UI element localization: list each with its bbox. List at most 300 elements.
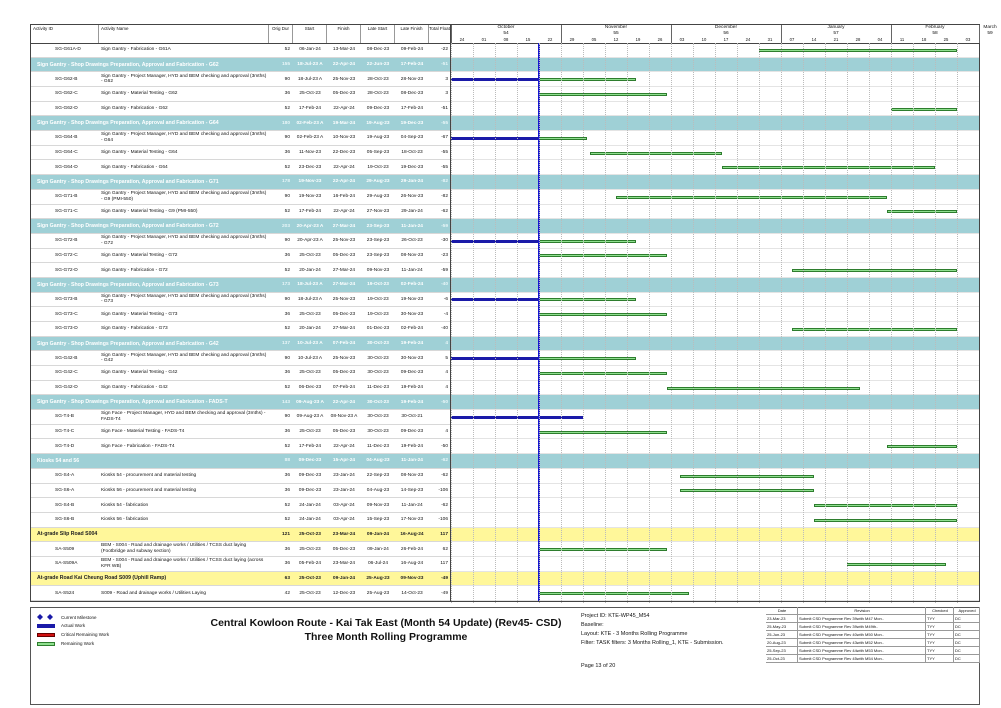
col-late-finish[interactable]: Late Finish — [395, 25, 429, 43]
cell-tf: -67 — [441, 135, 448, 141]
remaining-work-bar[interactable] — [539, 93, 667, 96]
revision-cell: Submit CSD Programme Rev 40with M50 Mon.. — [798, 631, 926, 638]
remaining-work-bar[interactable] — [792, 269, 957, 272]
cell-name: Sign Gantry - Fabrication - G62 — [101, 106, 168, 112]
week-label: 21 — [833, 37, 839, 42]
table-row[interactable] — [31, 131, 451, 146]
table-row[interactable] — [31, 542, 451, 557]
table-row[interactable] — [31, 557, 451, 572]
remaining-work-bar[interactable] — [539, 240, 636, 243]
cell-name: Sign Gantry - Material Testing - G42 — [101, 370, 178, 376]
week-gridline — [847, 43, 848, 603]
table-row[interactable] — [31, 293, 451, 308]
cell-finish: 22-Apr-24 — [333, 208, 355, 214]
remaining-work-bar[interactable] — [539, 137, 587, 140]
cell-name: Sign Gantry - Project Manager, HYD and BEM checking and approval (3mths) - G73 — [101, 293, 267, 305]
week-label: 07 — [789, 37, 795, 42]
cell-id: SG-T4-C — [55, 429, 75, 435]
cell-finish: 05-Dec-23 — [332, 546, 356, 552]
cell-tf: 4 — [445, 385, 448, 391]
group-header-row[interactable] — [31, 528, 451, 543]
cell-name: BEM - S004 - Road and drainage works / Utilities / TCSS duct laying (Footbridge and subway section) — [101, 543, 247, 555]
cell-start: 09-Dec-23 — [298, 473, 322, 479]
week-label: 17 — [723, 37, 729, 42]
table-row[interactable] — [31, 307, 451, 322]
cell-id: SA-S524 — [55, 590, 75, 596]
month-divider — [451, 25, 452, 43]
cell-name: Sign Gantry - Shop Drawings Preparation, Approval and Fabrication - G73 — [37, 281, 219, 288]
cell-id: SA-S509A — [55, 561, 78, 567]
week-gridline — [715, 43, 716, 603]
table-row[interactable] — [31, 513, 451, 528]
week-gridline — [759, 43, 760, 603]
cell-name: Sign Gantry - Project Manager, HYD and BEM checking and approval (3mths) - G64 — [101, 132, 267, 143]
cell-name: Sign Gantry - Fabrication - G64 — [101, 164, 168, 170]
week-gridline — [539, 43, 540, 603]
cell-name: S009 - Road and drainage works / Utilities Laying — [101, 590, 207, 596]
cell-start: 25-Oct-23 — [299, 252, 321, 258]
cell-dur: 36 — [284, 370, 290, 376]
cell-name: BEM - S004 - Road and drainage works / Utilities / TCSS duct laying (across KFR WB) — [101, 558, 264, 569]
cell-name: Sign Gantry - Shop Drawings Preparation, Approval and Fabrication - G72 — [37, 223, 219, 230]
cell-lf: 19-Nov-23 — [400, 296, 424, 302]
cell-lf: 29-Jan-24 — [401, 208, 423, 214]
table-row[interactable] — [31, 410, 451, 425]
cell-name: Sign Gantry - Material Testing - G64 — [101, 150, 178, 156]
group-header-row[interactable] — [31, 58, 451, 73]
table-row[interactable] — [31, 190, 451, 205]
revision-cell: Submit CSD Programme Rev 39with M49th.. — [798, 623, 926, 630]
remaining-work-bar[interactable] — [792, 328, 957, 331]
cell-tf: 62 — [442, 546, 448, 552]
cell-name: Sign Gantry - Project Manager, HYD and BEM checking and approval (3mths) - G62 — [101, 73, 267, 85]
layout-name: Layout: KTE - 3 Months Rolling Programme — [581, 631, 688, 637]
group-header-row[interactable] — [31, 175, 451, 190]
week-label: 12 — [613, 37, 619, 42]
table-row[interactable] — [31, 586, 451, 601]
cell-name: Sign Gantry - Fabrication - G42 — [101, 385, 168, 391]
table-row[interactable] — [31, 263, 451, 278]
cell-lf: 19-Feb-24 — [400, 385, 424, 391]
revision-cell: DC — [954, 623, 980, 630]
cell-tf: -23 — [441, 252, 448, 258]
cell-ls: 09-Jan-24 — [366, 531, 390, 537]
cell-lf: 19-Dec-23 — [400, 120, 424, 126]
table-row[interactable] — [31, 381, 451, 396]
cell-tf: -82 — [441, 179, 448, 185]
legend-label: Current Milestone — [61, 614, 97, 620]
cell-name: Sign Gantry - Fabrication - G72 — [101, 267, 168, 273]
revision-cell: Submit CSD Programme Rev 39with M47 Mon.. — [798, 615, 926, 622]
cell-id: SG-S6-B — [55, 517, 75, 523]
col-late-start[interactable]: Late Start — [361, 25, 395, 43]
cell-lf: 26-Oct-23 — [401, 238, 423, 244]
cell-start: 25-Oct-23 — [299, 429, 321, 435]
revision-table — [766, 607, 980, 663]
col-start[interactable]: Start — [293, 25, 327, 43]
cell-finish: 25-Nov-23 — [332, 76, 356, 82]
revision-cell: DC — [954, 655, 980, 662]
cell-tf: -55 — [441, 150, 448, 156]
cell-tf: 5 — [445, 355, 448, 361]
cell-dur: 90 — [284, 355, 290, 361]
cell-finish: 05-Dec-23 — [332, 311, 356, 317]
month-label: January — [827, 25, 845, 30]
week-label: 10 — [701, 37, 707, 42]
remaining-work-bar[interactable] — [539, 254, 667, 257]
remaining-work-bar[interactable] — [891, 108, 957, 111]
activity-table — [30, 24, 450, 602]
revision-cell: 25-Jun-23 — [766, 631, 798, 638]
cell-finish: 25-Nov-23 — [332, 238, 356, 244]
week-label: 14 — [811, 37, 817, 42]
cell-dur: 121 — [281, 531, 290, 537]
cell-name: Sign Gantry - Material Testing - G73 — [101, 311, 178, 317]
table-row[interactable] — [31, 87, 451, 102]
remaining-work-bar[interactable] — [722, 166, 935, 169]
cell-ls: 28-Oct-23 — [367, 76, 389, 82]
revision-row — [766, 639, 980, 647]
cell-ls: 19-Oct-23 — [367, 164, 389, 170]
cell-finish: 13-Mar-24 — [332, 47, 356, 53]
cell-start: 20-Jan-24 — [299, 267, 321, 273]
week-gridline — [671, 43, 672, 603]
cell-lf: 28-Nov-23 — [400, 76, 424, 82]
cell-finish: 23-Mar-24 — [332, 561, 356, 567]
cell-id: SG-G73-B — [55, 296, 78, 302]
cell-ls: 09-Jan-24 — [367, 546, 389, 552]
remaining-work-bar[interactable] — [539, 313, 667, 316]
table-row[interactable] — [31, 484, 451, 499]
cell-ls: 30-Oct-23 — [367, 429, 389, 435]
revision-cell: 23-Mar-23 — [766, 615, 798, 622]
week-gridline — [737, 43, 738, 603]
table-row[interactable] — [31, 249, 451, 264]
month-number: 59 — [987, 31, 993, 36]
revision-cell: TYY — [926, 655, 954, 662]
cell-tf: -6 — [443, 296, 448, 302]
week-label: 03 — [679, 37, 685, 42]
cell-ls: 06-Jul-24 — [368, 561, 388, 567]
cell-name: Kiosks 56 - fabrication — [101, 517, 149, 523]
cell-ls: 29-Aug-23 — [366, 179, 390, 185]
cell-lf: 30-Nov-23 — [400, 311, 424, 317]
cell-tf: -62 — [441, 473, 448, 479]
month-number: 56 — [723, 31, 729, 36]
table-row[interactable] — [31, 498, 451, 513]
remaining-work-bar[interactable] — [759, 49, 957, 52]
remaining-work-bar[interactable] — [847, 563, 946, 566]
table-row[interactable] — [31, 146, 451, 161]
cell-start: 06-Dec-23 — [298, 385, 322, 391]
revision-cell: Submit CSD Programme Rev 44with M53 Mon.. — [798, 647, 926, 654]
cell-dur: 155 — [281, 62, 290, 67]
cell-finish: 03-Apr-24 — [333, 502, 355, 508]
cell-dur: 90 — [284, 194, 290, 200]
revision-cell: Revision — [798, 607, 926, 614]
week-label: 19 — [635, 37, 641, 42]
week-gridline — [495, 43, 496, 603]
week-gridline — [913, 43, 914, 603]
table-row[interactable] — [31, 439, 451, 454]
month-divider — [979, 25, 980, 43]
cell-name: Sign Gantry - Material Testing - G62 — [101, 91, 178, 97]
group-header-row[interactable] — [31, 454, 451, 469]
cell-lf: 19-Feb-24 — [400, 399, 424, 405]
cell-finish: 07-Feb-24 — [332, 385, 356, 391]
cell-finish: 23-Jan-24 — [333, 473, 355, 479]
table-row[interactable] — [31, 160, 451, 175]
cell-finish: 05-Dec-23 — [332, 370, 356, 376]
cell-tf: -55 — [441, 120, 448, 126]
cell-tf: 4 — [445, 341, 448, 346]
cell-lf: 11-Jan-24 — [401, 502, 423, 508]
cell-name: Sign Gantry - Material Testing - G9 (PMI-550) — [101, 208, 198, 214]
cell-dur: 36 — [284, 546, 290, 552]
cell-name: Sign Gantry - Fabrication - G61A — [101, 47, 171, 53]
remaining-work-bar[interactable] — [887, 445, 957, 448]
cell-lf: 30-Oct-21 — [401, 414, 423, 420]
cell-ls: 29-Aug-23 — [366, 194, 390, 200]
month-label: October — [497, 25, 515, 30]
cell-name: Sign Gantry - Material Testing - G72 — [101, 252, 178, 258]
cell-lf: 11-Jan-24 — [401, 267, 423, 273]
week-label: 24 — [745, 37, 751, 42]
cell-name: Sign Face - Project Manager, HYD and BEM checking and approval (3mths) - FADS-T4 — [101, 411, 266, 422]
cell-finish: 22-Apr-24 — [332, 62, 356, 67]
week-label: 08 — [503, 37, 509, 42]
cell-start: 19-Nov-23 — [298, 194, 322, 200]
cell-ls: 19-Oct-23 — [367, 311, 389, 317]
cell-id: SG-S4-A — [55, 473, 75, 479]
cell-name: Sign Gantry - Fabrication - G73 — [101, 326, 168, 332]
col-total-float[interactable]: Total Float — [429, 25, 451, 43]
cell-dur: 90 — [284, 135, 290, 141]
table-row[interactable] — [31, 425, 451, 440]
cell-lf: 08-Nov-23 — [400, 473, 424, 479]
cell-start: 09-Aug-23 A — [296, 414, 324, 420]
cell-start: 17-Feb-24 — [298, 443, 322, 449]
cell-ls: 01-Dec-23 — [366, 326, 390, 332]
col-orig-dur[interactable]: Orig Dur — [269, 25, 293, 43]
cell-dur: 90 — [284, 238, 290, 244]
cell-ls: 05-Sep-23 — [366, 150, 390, 156]
cell-tf: 117 — [440, 561, 448, 567]
revision-cell: DC — [954, 639, 980, 646]
cell-tf: -51 — [441, 106, 448, 112]
cell-ls: 30-Oct-23 — [367, 414, 389, 420]
week-gridline — [517, 43, 518, 603]
table-row[interactable] — [31, 469, 451, 484]
col-finish[interactable]: Finish — [327, 25, 361, 43]
remaining-work-bar[interactable] — [616, 196, 887, 199]
week-gridline — [891, 43, 892, 603]
cell-tf: -62 — [441, 208, 448, 214]
remaining-work-bar[interactable] — [887, 210, 957, 213]
cell-dur: 36 — [284, 429, 290, 435]
remaining-work-bar[interactable] — [539, 372, 667, 375]
legend-item — [37, 641, 94, 646]
cell-ls: 09-Dec-23 — [366, 106, 390, 112]
cell-name: Kiosks 54 - procurement and material testing — [101, 473, 197, 479]
revision-row — [766, 655, 980, 663]
revision-row — [766, 623, 980, 631]
week-label: 18 — [921, 37, 927, 42]
cell-start: 02-Feb-23 A — [296, 120, 324, 126]
cell-tf: -51 — [441, 62, 448, 67]
table-row[interactable] — [31, 366, 451, 381]
group-header-row[interactable] — [31, 395, 451, 410]
cell-id: SG-T4-D — [55, 443, 75, 449]
revision-cell: TYY — [926, 647, 954, 654]
cell-tf: 4 — [445, 429, 448, 435]
cell-start: 10-Jul-23 A — [297, 341, 323, 346]
group-header-row[interactable] — [31, 278, 451, 293]
remaining-work-bar[interactable] — [539, 431, 667, 434]
week-label: 25 — [943, 37, 949, 42]
remaining-work-bar[interactable] — [539, 548, 667, 551]
cell-ls: 28-Oct-23 — [367, 91, 389, 97]
revision-cell: Submit CSD Programme Rev 45with M54 Mon.. — [798, 655, 926, 662]
cell-id: SG-G71-C — [55, 208, 78, 214]
report-title — [196, 616, 576, 644]
revision-cell: TYY — [926, 615, 954, 622]
cell-id: SG-G61A-D — [55, 47, 81, 53]
cell-finish: 05-Dec-23 — [332, 91, 356, 97]
table-row[interactable] — [31, 43, 451, 58]
week-gridline — [451, 43, 452, 603]
cell-tf: -82 — [441, 194, 448, 200]
cell-lf: 16-Aug-24 — [400, 561, 424, 567]
col-activity-name[interactable]: Activity Name — [99, 25, 269, 43]
week-gridline — [561, 43, 562, 603]
cell-tf: 4 — [445, 370, 448, 376]
table-row[interactable] — [31, 234, 451, 249]
cell-lf: 11-Jan-24 — [401, 458, 423, 464]
week-label: 24 — [459, 37, 465, 42]
table-row[interactable] — [31, 72, 451, 87]
cell-name: Sign Face - Fabrication - FADS-T4 — [101, 443, 175, 449]
cell-finish: 12-Dec-23 — [332, 590, 356, 596]
cell-tf: -30 — [441, 238, 448, 244]
cell-tf: -49 — [441, 575, 448, 581]
cell-finish: 05-Dec-23 — [332, 429, 356, 435]
table-row[interactable] — [31, 322, 451, 337]
week-gridline — [583, 43, 584, 603]
cell-start: 20-Apr-23 A — [296, 223, 324, 229]
cell-id: SG-G42-D — [55, 385, 78, 391]
cell-ls: 15-Sep-23 — [366, 517, 390, 523]
month-divider — [781, 25, 782, 43]
cell-finish: 22-Apr-24 — [333, 106, 355, 112]
cell-start: 25-Oct-23 — [299, 575, 321, 581]
revision-cell: 25-Oct-23 — [766, 655, 798, 662]
revision-cell: Approved — [954, 607, 980, 614]
cell-tf: -4 — [443, 311, 448, 317]
cell-finish: 15-Apr-24 — [332, 458, 356, 464]
month-divider — [561, 25, 562, 43]
remaining-work-bar[interactable] — [539, 357, 636, 360]
cell-lf: 14-Oct-23 — [401, 590, 423, 596]
legend-item — [37, 632, 109, 637]
cell-tf: -106 — [438, 517, 448, 523]
remaining-work-bar[interactable] — [667, 387, 861, 390]
cell-dur: 90 — [284, 414, 290, 420]
cell-ls: 11-Dec-23 — [366, 385, 390, 391]
cell-lf: 18-Oct-23 — [401, 150, 423, 156]
cell-lf: 09-Feb-24 — [400, 47, 424, 53]
table-row[interactable] — [31, 205, 451, 220]
cell-dur: 178 — [281, 179, 290, 185]
remaining-work-bar[interactable] — [539, 298, 636, 301]
col-activity-id[interactable]: Activity ID — [31, 25, 99, 43]
cell-start: 18-Jul-23 A — [297, 76, 323, 82]
cell-id: SG-G72-C — [55, 252, 78, 258]
group-header-row[interactable] — [31, 572, 451, 587]
cell-name: At-grade Slip Road S004 — [37, 531, 98, 538]
revision-cell: 25-May-23 — [766, 623, 798, 630]
cell-name: Kiosks 56 - procurement and material testing — [101, 487, 197, 493]
cell-dur: 143 — [281, 399, 290, 405]
page-number: Page 13 of 20 — [581, 663, 616, 669]
remaining-work-bar[interactable] — [590, 152, 722, 155]
group-header-row[interactable] — [31, 116, 451, 131]
cell-name: Sign Gantry - Project Manager, HYD and BEM checking and approval (3mths) - G42 — [101, 352, 267, 364]
table-row[interactable] — [31, 102, 451, 117]
cell-dur: 52 — [284, 208, 290, 214]
cell-ls: 25-Aug-23 — [366, 575, 390, 581]
project-info — [581, 612, 724, 671]
cell-id: SG-G72-B — [55, 238, 78, 244]
cell-start: 25-Oct-23 — [299, 590, 321, 596]
remaining-work-bar[interactable] — [680, 489, 814, 492]
cell-finish: 27-Mar-24 — [332, 326, 356, 332]
revision-cell: DC — [954, 615, 980, 622]
cell-dur: 52 — [284, 326, 290, 332]
cell-finish: 27-Mar-24 — [332, 267, 356, 273]
week-label: 01 — [481, 37, 487, 42]
table-row[interactable] — [31, 351, 451, 366]
cell-start: 25-Oct-23 — [299, 546, 321, 552]
timescale-header — [451, 25, 997, 44]
cell-finish: 22-Apr-24 — [332, 399, 356, 405]
revision-cell: DC — [954, 631, 980, 638]
revision-row — [766, 615, 980, 623]
legend-item — [37, 614, 97, 620]
remaining-work-bar[interactable] — [539, 78, 636, 81]
cell-tf: -50 — [441, 443, 448, 449]
cell-name: Sign Gantry - Shop Drawings Preparation, Approval and Fabrication - G71 — [37, 178, 219, 185]
cell-ls: 23-Sep-23 — [366, 252, 390, 258]
project-id: Project ID: KTE-WP45_M54 — [581, 613, 650, 619]
group-header-row[interactable] — [31, 337, 451, 352]
cell-ls: 19-Oct-23 — [367, 282, 389, 288]
remaining-work-bar[interactable] — [680, 475, 814, 478]
cell-ls: 30-Oct-23 — [367, 370, 389, 376]
cell-tf: -106 — [438, 487, 448, 493]
cell-lf: 26-Feb-24 — [400, 546, 424, 552]
group-header-row[interactable] — [31, 219, 451, 234]
cell-start: 23-Dec-23 — [298, 164, 322, 170]
cell-id: SG-G42-C — [55, 370, 78, 376]
cell-start: 25-Oct-23 — [299, 531, 321, 537]
cell-lf: 11-Jan-24 — [401, 223, 423, 229]
cell-tf: -40 — [441, 326, 448, 332]
cell-lf: 09-Dec-23 — [400, 429, 424, 435]
cell-dur: 52 — [284, 47, 290, 53]
cell-name: Sign Gantry - Shop Drawings Preparation, Approval and Fabrication - G64 — [37, 120, 219, 127]
week-gridline — [649, 43, 650, 603]
